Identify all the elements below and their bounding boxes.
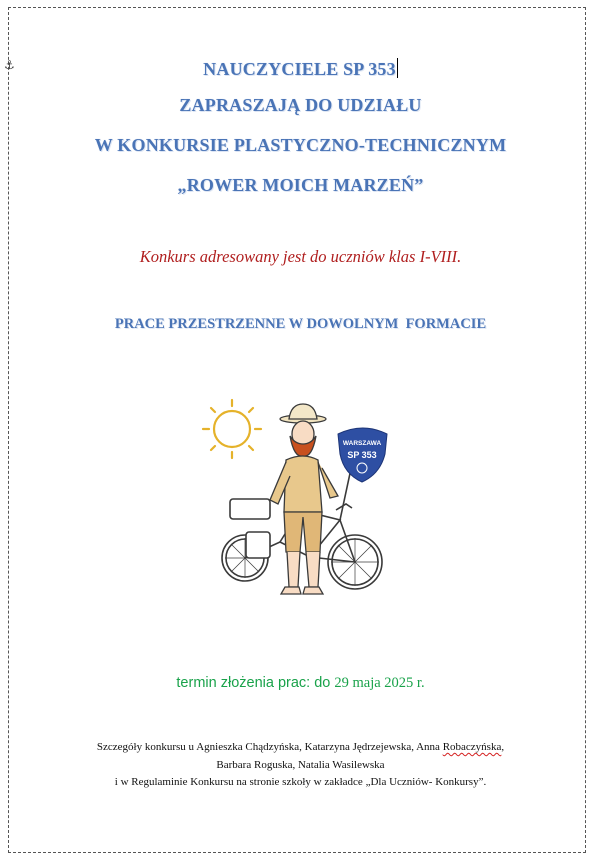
details-line-1 — [0, 741, 601, 753]
badge-name-text: SP 353 — [347, 450, 377, 460]
school-badge-icon — [338, 428, 387, 520]
deadline-line — [0, 675, 601, 692]
audience-note: Konkurs adresowany jest do uczniów klas I-VIII. — [139, 247, 462, 266]
details-line-1-prefix: Szczegóły konkursu u Agnieszka Chądzyńska, Katarzyna Jędrzejewska, Anna — [96, 741, 443, 753]
heading-line-2: ZAPRASZAJĄ DO UDZIAŁU — [179, 95, 422, 115]
details-line-3: i w Regulaminie Konkursu na stronie szkoły w zakładce „Dla Uczniów- Konkursy”. — [114, 776, 487, 788]
heading-line-3: W KONKURSIE PLASTYCZNO-TECHNICZNYM — [94, 135, 507, 155]
cyclist-illustration — [190, 392, 395, 612]
spellcheck-flagged-word[interactable]: Robaczyńska — [442, 741, 502, 753]
text-cursor — [397, 58, 398, 78]
anchor-icon[interactable]: ⚓︎ — [4, 58, 15, 72]
deadline-label: termin złożenia prac: do — [176, 675, 335, 691]
deadline-date: 29 maja 2025 r. — [334, 675, 425, 691]
heading-line-1 — [0, 58, 601, 80]
badge-top-text: WARSZAWA — [342, 440, 382, 447]
sun-icon — [203, 400, 261, 458]
heading-line-4: „ROWER MOICH MARZEŃ” — [177, 175, 424, 195]
details-line-1-suffix: , — [501, 741, 505, 753]
formats-note: PRACE PRZESTRZENNE W DOWOLNYM FORMACIE — [114, 316, 487, 332]
heading-line-1-text: NAUCZYCIELE SP 353 — [203, 59, 396, 79]
details-line-2: Barbara Roguska, Natalia Wasilewska — [216, 759, 385, 771]
